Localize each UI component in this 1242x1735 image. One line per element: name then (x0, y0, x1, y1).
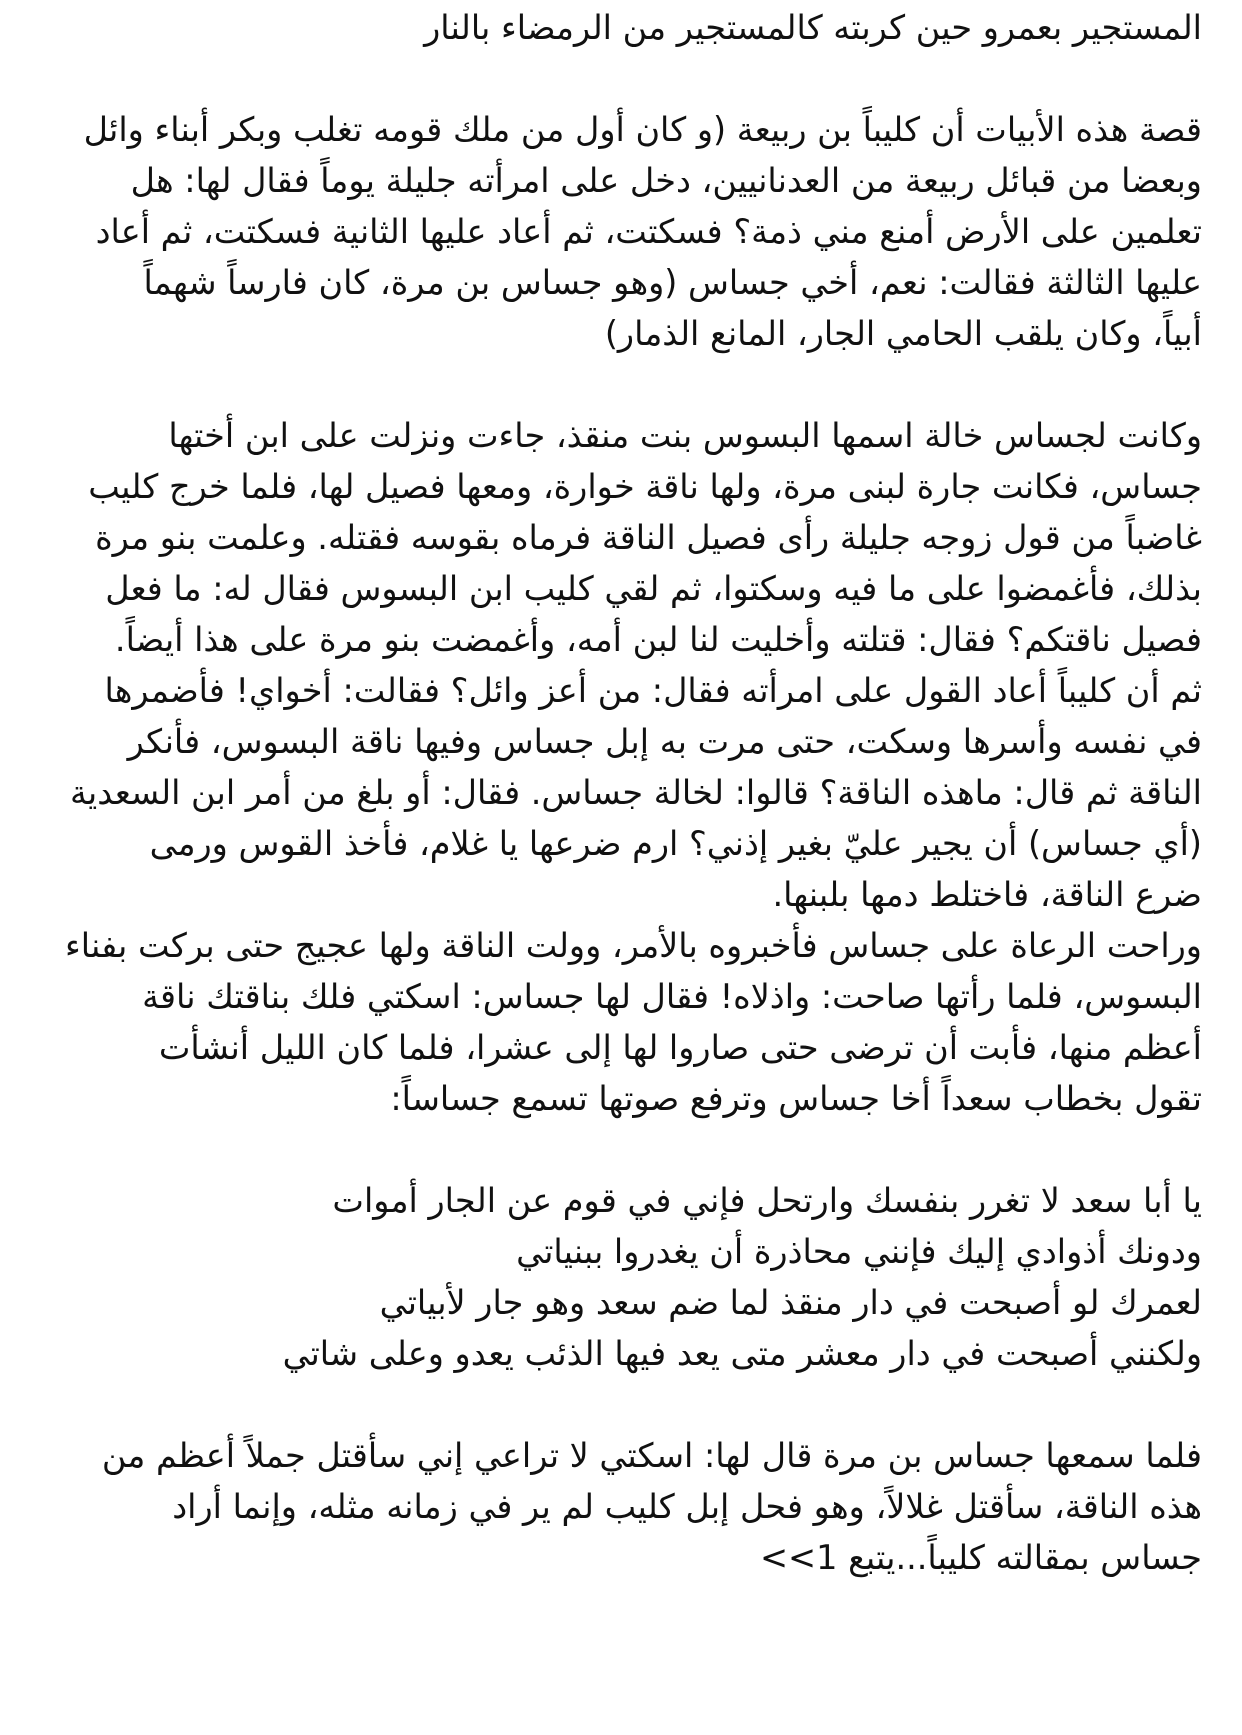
paragraph-2 (40, 410, 1202, 1124)
paragraph-3 (40, 1430, 1202, 1583)
poem-line: يا أبا سعد لا تغرر بنفسك وارتحل فإني في قوم عن الجار أموات (332, 1181, 1202, 1220)
text-line: وبعضا من قبائل ربيعة من العدنانيين، دخل على امرأته جليلة يوماً فقال لها: هل (130, 161, 1202, 200)
text-line: تقول بخطاب سعداً أخا جساس وترفع صوتها تسمع جساساً: (390, 1079, 1202, 1118)
text-line: الناقة ثم قال: ماهذه الناقة؟ قالوا: لخالة جساس. فقال: أو بلغ من أمر ابن السعدية (69, 773, 1202, 812)
poem-line: ولكنني أصبحت في دار معشر متى يعد فيها الذئب يعدو وعلى شاتي (282, 1334, 1202, 1373)
poem-block (40, 1175, 1202, 1379)
text-line: ثم أن كليباً أعاد القول على امرأته فقال: من أعز وائل؟ فقالت: أخواي! فأضمرها (104, 671, 1202, 710)
text-line: البسوس، فلما رأتها صاحت: واذلاه! فقال لها جساس: اسكتي فلك بناقتك ناقة (142, 977, 1202, 1016)
text-line: عليها الثالثة فقالت: نعم، أخي جساس (وهو جساس بن مرة، كان فارساً شهماً (143, 263, 1202, 302)
text-line: ضرع الناقة، فاختلط دمها بلبنها. (772, 875, 1202, 914)
text-line: وكانت لجساس خالة اسمها البسوس بنت منقذ، جاءت ونزلت على ابن أختها (168, 416, 1202, 455)
text-line: جساس بمقالته كليباً...يتبع 1>> (759, 1538, 1202, 1577)
text-line: أبياً، وكان يلقب الحامي الجار، المانع الذمار) (604, 314, 1202, 353)
text-line: في نفسه وأسرها وسكت، حتى مرت به إبل جساس وفيها ناقة البسوس، فأنكر (127, 722, 1202, 761)
poem-line: لعمرك لو أصبحت في دار منقذ لما ضم سعد وهو جار لأبياتي (379, 1283, 1202, 1322)
text-line: بذلك، فأغمضوا على ما فيه وسكتوا، ثم لقي كليب ابن البسوس فقال له: ما فعل (105, 569, 1202, 608)
text-line: أعظم منها، فأبت أن ترضى حتى صاروا لها إلى عشرا، فلما كان الليل أنشأت (158, 1028, 1202, 1067)
text-line: جساس، فكانت جارة لبنى مرة، ولها ناقة خوارة، ومعها فصيل لها، فلما خرج كليب (88, 467, 1202, 506)
document-page (40, 0, 1202, 1583)
intro-line: المستجير بعمرو حين كربته كالمستجير من الرمضاء بالنار (424, 8, 1202, 47)
paragraph-gap (40, 359, 1202, 410)
paragraph-gap (40, 1124, 1202, 1175)
poem-line: ودونك أذوادي إليك فإنني محاذرة أن يغدروا ببنياتي (516, 1232, 1202, 1271)
text-line: وراحت الرعاة على جساس فأخبروه بالأمر، وولت الناقة ولها عجيج حتى بركت بفناء (65, 926, 1202, 965)
text-line: فصيل ناقتكم؟ فقال: قتلته وأخليت لنا لبن أمه، وأغمضت بنو مرة على هذا أيضاً. (114, 620, 1202, 659)
text-line: هذه الناقة، سأقتل غلالاً، وهو فحل إبل كليب لم ير في زمانه مثله، وإنما أراد (172, 1487, 1202, 1526)
text-line: غاضباً من قول زوجه جليلة رأى فصيل الناقة فرماه بقوسه فقتله. وعلمت بنو مرة (95, 518, 1202, 557)
text-line: (أي جساس) أن يجير عليّ بغير إذني؟ ارم ضرعها يا غلام، فأخذ القوس ورمى (149, 824, 1202, 863)
text-line: تعلمين على الأرض أمنع مني ذمة؟ فسكتت، ثم أعاد عليها الثانية فسكتت، ثم أعاد (95, 212, 1202, 251)
paragraph-gap (40, 1379, 1202, 1430)
text-line: قصة هذه الأبيات أن كليباً بن ربيعة (و كان أول من ملك قومه تغلب وبكر أبناء وائل (83, 110, 1202, 149)
text-line: فلما سمعها جساس بن مرة قال لها: اسكتي لا تراعي إني سأقتل جملاً أعظم من (101, 1436, 1202, 1475)
paragraph-gap (40, 53, 1202, 104)
paragraph-1 (40, 104, 1202, 359)
